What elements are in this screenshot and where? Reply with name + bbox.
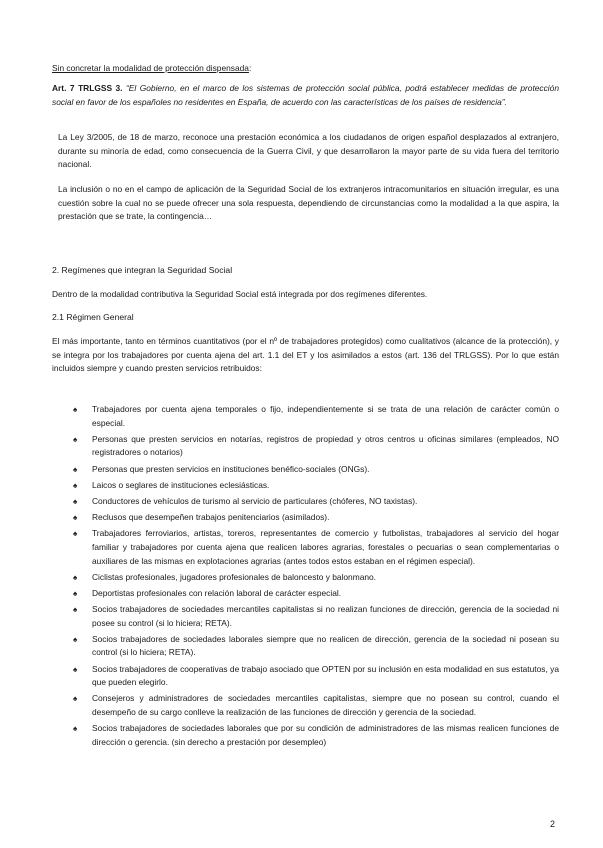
spade-bullet-icon: ♠: [73, 664, 78, 674]
list-item: ♠ Trabajadores por cuenta ajena temporales o fijo, independientemente si se trata de una relación de carácter común o especial.: [73, 404, 559, 428]
art7-quote: “El Gobierno, en el marco de los sistemas de protección social pública, podrá establecer medidas de protección social en favor de los españoles no residentes en España, de acuerdo con las características de los países de residencia”.: [52, 83, 559, 107]
list-item: ♠ Personas que presten servicios en instituciones benéfico-sociales (ONGs).: [52, 463, 559, 477]
section-2-paragraph: Dentro de la modalidad contributiva la Seguridad Social está integrada por dos regímenes diferentes.: [52, 289, 428, 299]
intro-heading: Sin concretar la modalidad de protección dispensada: [52, 63, 249, 73]
list-item: ♠ Trabajadores ferroviarios, artistas, toreros, representantes de comercio y futbolistas, trabajadores al servicio del hogar familiar y trabajadores por cuenta ajena que realicen labores agrarias, forestales o pecuarias o sean complementarias o auxiliares de las mismas en explotaciones agrarias (antes todos estos estaban en el régimen especial).: [73, 528, 559, 566]
list-item: ♠ Personas que presten servicios en notarías, registros de propiedad y otros centros u oficinas similares (empleados, NO registradores o notarios): [73, 433, 559, 458]
list-item: ♠ Conductores de vehículos de turismo al servicio de particulares (chóferes, NO taxistas).: [52, 495, 559, 509]
spade-bullet-icon: ♠: [73, 724, 78, 734]
list-item: ♠ Reclusos que desempeñen trabajos penitenciarios (asimilados).: [52, 511, 559, 525]
spade-bullet-icon: ♠: [73, 588, 78, 598]
list-item: ♠ Laicos o seglares de instituciones eclesiásticas.: [52, 479, 559, 493]
art7-reference: Art. 7 TRLGSS 3.: [52, 83, 123, 93]
inclusion-paragraph: La inclusión o no en el campo de aplicación de la Seguridad Social de los extranjeros intracomunitarios en situación irregular, es una cuestión sobre la cual no se puede ofrecer una sola respuesta, dependiendo de circunstancias como la modalidad a la que aspira, la prestación que se trate, la contingencia…: [58, 184, 559, 222]
list-item: ♠ Ciclistas profesionales, jugadores profesionales de baloncesto y balonmano.: [52, 571, 559, 585]
list-item: ♠ Socios trabajadores de sociedades laborales siempre que no realicen de dirección, gerencia de la sociedad ni posean su control (si lo hiciera; RETA).: [73, 633, 559, 658]
spade-bullet-icon: ♠: [73, 513, 78, 523]
section-2-1-title: 2.1 Régimen General: [52, 312, 134, 322]
spade-bullet-icon: ♠: [73, 634, 78, 644]
section-2-title: 2. Regímenes que integran la Seguridad Social: [52, 265, 233, 275]
list-item: ♠ Socios trabajadores de sociedades mercantiles capitalistas si no realizan funciones de dirección, gerencia de la sociedad ni posee su control (si lo hiciera; RETA).: [73, 604, 559, 628]
list-item: ♠ Socios trabajadores de cooperativas de trabajo asociado que OPTEN por su inclusión en esta modalidad en sus estatutos, ya que pueden elegirlo.: [73, 663, 559, 688]
page-number: 2: [550, 819, 556, 829]
spade-bullet-icon: ♠: [73, 529, 78, 539]
spade-bullet-icon: ♠: [73, 464, 78, 474]
spade-bullet-icon: ♠: [73, 480, 78, 490]
bullet-list: [52, 403, 559, 752]
spade-bullet-icon: ♠: [73, 572, 78, 582]
ley-paragraph: La Ley 3/2005, de 18 de marzo, reconoce una prestación económica a los ciudadanos de origen español desplazados al extranjero, durante su minoría de edad, como consecuencia de la Guerra Civil, y que desarrollaron la mayor parte de su vida fuera del territorio nacional.: [58, 132, 559, 170]
list-item: ♠ Socios trabajadores de sociedades laborales que por su condición de administradores de las mismas realicen funciones de dirección o gerencia. (sin derecho a prestación por desempleo): [73, 723, 559, 747]
intro-heading-line: Sin concretar la modalidad de protección dispensada:: [52, 63, 252, 73]
regimen-general-paragraph: El más importante, tanto en términos cuantitativos (por el nº de trabajadores protegidos) como cualitativos (alcance de la protección), y se integra por los trabajadores por cuenta ajena del art. 1.1 del ET y los asimilados a estos (art. 136 del TRLGSS). Por lo que están incluidos siempre y cuando presten servicios retribuidos:: [52, 336, 559, 374]
spade-bullet-icon: ♠: [73, 434, 78, 444]
spade-bullet-icon: ♠: [73, 405, 78, 414]
spade-bullet-icon: ♠: [73, 694, 78, 704]
art7-paragraph: [52, 82, 559, 109]
spade-bullet-icon: ♠: [73, 605, 78, 615]
list-item: ♠ Deportistas profesionales con relación laboral de carácter especial.: [52, 587, 559, 601]
spade-bullet-icon: ♠: [73, 496, 78, 506]
list-item: ♠ Consejeros y administradores de sociedades mercantiles capitalistas, siempre que no posean su control, cuando el desempeño de su cargo conlleve la realización de las funciones de dirección y gerencia de la sociedad.: [73, 693, 559, 717]
